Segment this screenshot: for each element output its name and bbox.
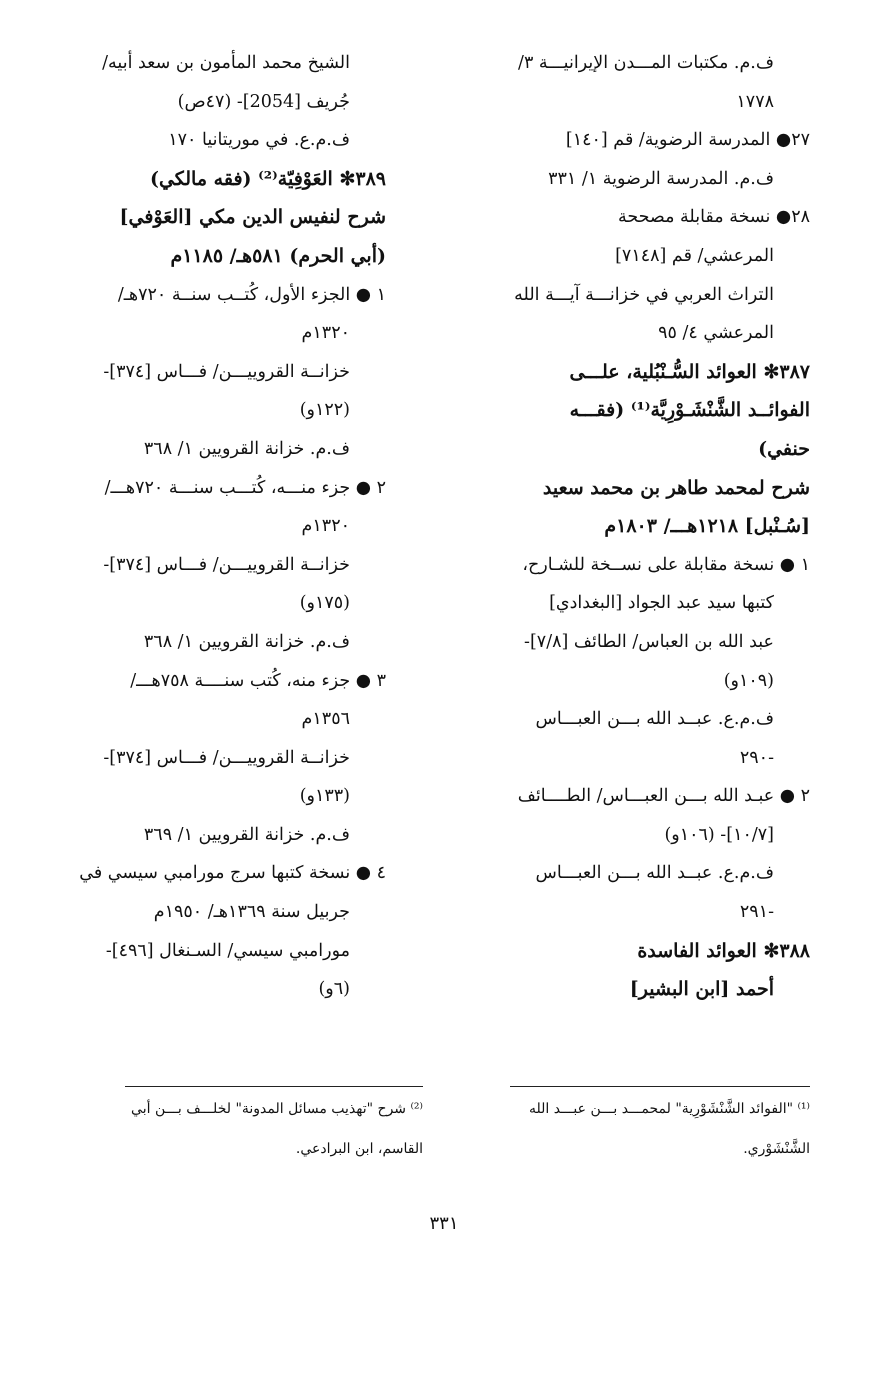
text-line: ف.م. خزانة القرويين ١/ ٣٦٨ xyxy=(143,438,350,459)
text-line: ف.م. مكتبات المـــدن الإيرانيـــة ٣/ xyxy=(518,53,774,73)
text-line: ف.م.ع. عبــد الله بـــن العبـــاس xyxy=(535,863,774,884)
footnote-right xyxy=(450,1098,810,1178)
text-line: شرح لنفيس الدين مكي [العَوْفي] xyxy=(119,206,386,229)
text-line: المرعشي ٤/ ٩٥ xyxy=(658,323,774,344)
left-column xyxy=(36,52,386,1017)
text-line: المرعشي/ قم [٧١٤٨] xyxy=(615,245,774,266)
right-column xyxy=(460,52,810,1017)
text-line: ٣٨٩✻ العَوْفِيّة⁽²⁾ (فقه مالكي) xyxy=(149,167,386,190)
footnote-line: ⁽¹⁾ "الفوائد الشَّنْشَوْرِية" لمحمـــد بـــن عبـــد الله xyxy=(529,1101,810,1117)
text-line: ١ ● نسخة مقابلة على نســخة للشـارح، xyxy=(522,554,810,575)
text-line: ٣٨٨✻ العوائد الفاسدة xyxy=(637,939,810,962)
text-line: جُريف [2054]- (٤٧ص) xyxy=(177,91,350,112)
text-line: جربيل سنة ١٣٦٩هـ/ ١٩٥٠م xyxy=(153,902,350,923)
text-line: ٣ ● جزء منه، كُتب سنــــة ٧٥٨هـــ/ xyxy=(130,670,386,691)
text-line: حنفي) xyxy=(758,437,810,460)
text-line: (١٢٢و) xyxy=(299,400,350,421)
text-line: خزانــة القروييـــن/ فـــاس [٣٧٤]- xyxy=(103,554,350,575)
text-line: أحمد [ابن البشير] xyxy=(629,978,774,1001)
text-line: عبد الله بن العباس/ الطائف [٧/٨]- xyxy=(524,631,774,652)
text-line: (١٠٩و) xyxy=(723,670,774,691)
text-line: الشيخ محمد المأمون بن سعد أبيه/ xyxy=(102,53,350,73)
text-line: ١٣٥٦م xyxy=(301,709,350,730)
page-number: ٣٣١ xyxy=(429,1213,459,1234)
footnote-line: ⁽²⁾ شرح "تهذيب مسائل المدونة" لخلـــف بـــن أبي xyxy=(131,1101,423,1117)
text-line: ٢ ● عبـد الله بـــن العبـــاس/ الطــــائف xyxy=(517,786,810,807)
text-line: الفوائــد الشَّنْشَـوْرِيَّة⁽¹⁾ (فقـــه xyxy=(569,399,810,422)
text-line: ف.م.ع. عبــد الله بـــن العبـــاس xyxy=(535,709,774,730)
text-line: ٢٧● المدرسة الرضوية/ قم [١٤٠] xyxy=(565,130,810,151)
footnote-separator-left xyxy=(125,1086,423,1087)
text-line: ٤ ● نسخة كتبها سرج مورامبي سيسي في xyxy=(79,863,386,884)
text-line: خزانــة القروييـــن/ فـــاس [٣٧٤]- xyxy=(103,361,350,382)
text-line: كتبها سيد عبد الجواد [البغدادي] xyxy=(549,593,774,614)
text-line: ف.م.ع. في موريتانيا ١٧٠ xyxy=(168,130,350,151)
text-line: (١٣٣و) xyxy=(299,786,350,807)
text-line: التراث العربي في خزانـــة آيـــة الله xyxy=(514,284,774,305)
text-line: (١٧٥و) xyxy=(299,593,350,614)
text-line: ١٧٧٨ xyxy=(736,91,774,112)
footnote-left xyxy=(63,1098,423,1178)
text-line: ٣٨٧✻ العوائد السُّـنْبُلية، علـــى xyxy=(569,360,810,383)
footnote-line: القاسم، ابن البرادعي. xyxy=(295,1141,423,1157)
text-line: ف.م. المدرسة الرضوية ١/ ٣٣١ xyxy=(548,168,774,189)
text-line: (٦و) xyxy=(318,979,350,1000)
text-line: (أبي الحرم) ٥٨١هـ/ ١١٨٥م xyxy=(170,244,386,267)
text-line: مورامبي سيسي/ السـنغال [٤٩٦]- xyxy=(105,940,350,961)
text-line: خزانــة القروييـــن/ فـــاس [٣٧٤]- xyxy=(103,747,350,768)
text-line: ١٣٢٠م xyxy=(301,516,350,537)
footnote-line: الشَّنْشَوْري. xyxy=(743,1141,810,1157)
text-line: ٢٨● نسخة مقابلة مصححة xyxy=(617,207,810,228)
text-line: ١ ● الجزء الأول، كُتــب سنــة ٧٢٠هـ/ xyxy=(117,284,386,305)
text-line: [سُـنْبل] ١٢١٨هـــ/ ١٨٠٣م xyxy=(604,515,810,538)
text-line: ٢ ● جزء منـــه، كُتـــب سنـــة ٧٢٠هـــ/ xyxy=(104,477,386,498)
text-line: ف.م. خزانة القرويين ١/ ٣٦٨ xyxy=(143,631,350,652)
text-line: [١٠/٧]- (١٠٦و) xyxy=(664,824,774,845)
text-line: ف.م. خزانة القرويين ١/ ٣٦٩ xyxy=(143,824,350,845)
footnote-separator-right xyxy=(510,1086,810,1087)
text-line: -٢٩١ xyxy=(739,902,774,923)
text-line: -٢٩٠ xyxy=(739,747,774,768)
text-line: شرح لمحمد طاهر بن محمد سعيد xyxy=(542,476,810,499)
text-line: ١٣٢٠م xyxy=(301,323,350,344)
